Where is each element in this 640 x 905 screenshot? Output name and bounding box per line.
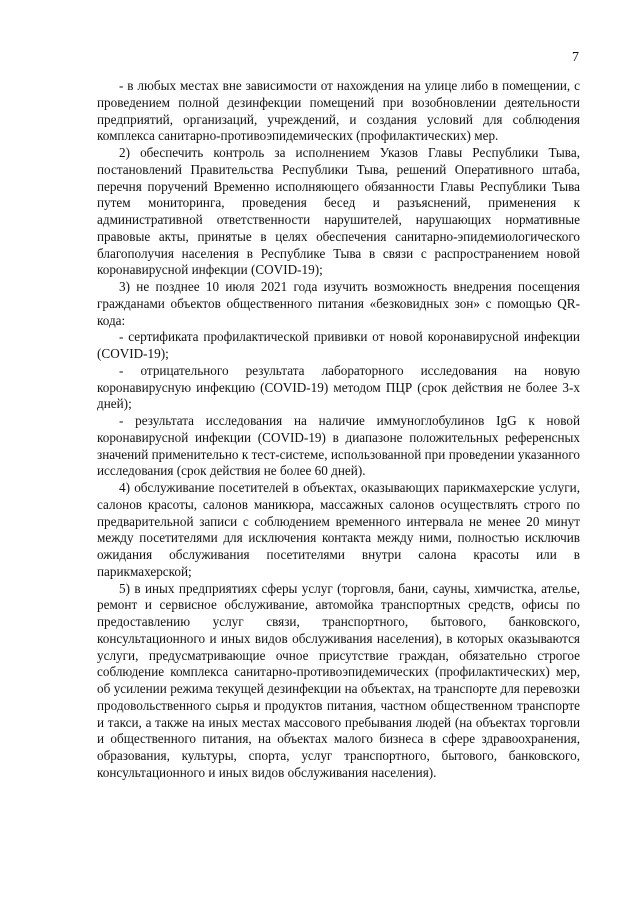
paragraph-igg-antibodies: - результата исследования на наличие иммуноглобулинов IgG к новой коронавирусной инфекции (COVID-19) в диапазоне положительных референсных значений применительно к тест-системе, использованной при проведении указанного исследования (срок действия не более 60 дней). <box>97 413 580 479</box>
paragraph-item-4-salons: 4) обслуживание посетителей в объектах, оказывающих парикмахерские услуги, салонов красоты, салонов маникюра, массажных салонов осуществлять строго по предварительной записи с соблюдением временного интервала не менее 20 минут между посетителями для исключения контакта между ними, полностью исключив ожидания обслуживания посетителями внутри салона красоты или в парикмахерской; <box>97 480 580 579</box>
paragraph-item-3-qr-code: 3) не позднее 10 июля 2021 года изучить возможность внедрения посещения гражданами объектов общественного питания «безковидных зон» с помощью QR-кода: <box>97 279 580 328</box>
paragraph-vaccination-certificate: - сертификата профилактической прививки от новой коронавирусной инфекции (COVID-19); <box>97 329 580 361</box>
paragraph-item-5-services: 5) в иных предприятиях сферы услуг (торговля, бани, сауны, химчистка, ателье, ремонт и сервисное обслуживание, автомойка транспортных средств, офисы по предоставлению услуг связи, транспортного, бытового, банковского, консультационного и иных видов обслуживания населения), в которых оказываются услуги, предусматривающие очное присутствие граждан, обязательно строгое соблюдение комплекса санитарно-противоэпидемических (профилактических) мер, об усилении режима текущей дезинфекции на объектах, на транспорте для перевозки продовольственного сырья и продуктов питания, частном общественном транспорте и такси, а также на иных местах массового пребывания людей (на объектах торговли и общественного питания, на объектах малого бизнеса в сфере здравоохранения, образования, культуры, спорта, услуг транспортного, бытового, банковского, консультационного и иных видов обслуживания населения). <box>97 580 580 780</box>
page-number: 7 <box>572 50 579 65</box>
document-body <box>97 78 580 782</box>
paragraph-indoor-disinfection: - в любых местах вне зависимости от нахождения на улице либо в помещении, с проведением полной дезинфекции помещений при возобновлении деятельности предприятий, организаций, учреждений, и создания условий для соблюдения комплекса санитарно-противоэпидемических (профилактических) мер. <box>97 78 580 144</box>
paragraph-item-2-control: 2) обеспечить контроль за исполнением Указов Главы Республики Тыва, постановлений Правительства Республики Тыва, решений Оперативного штаба, перечня поручений Временно исполняющего обязанности Главы Республики Тыва путем мониторинга, проведения бесед и разъяснений, применения к административной ответственности нарушителей, нарушающих нормативные правовые акты, принятые в целях обеспечения санитарно-эпидемиологического благополучия населения в Республике Тыва в связи с распространением новой коронавирусной инфекции (COVID-19); <box>97 145 580 278</box>
paragraph-negative-pcr-result: - отрицательного результата лабораторного исследования на новую коронавирусную инфекцию (COVID-19) методом ПЦР (срок действия не более 3-х дней); <box>97 362 580 412</box>
